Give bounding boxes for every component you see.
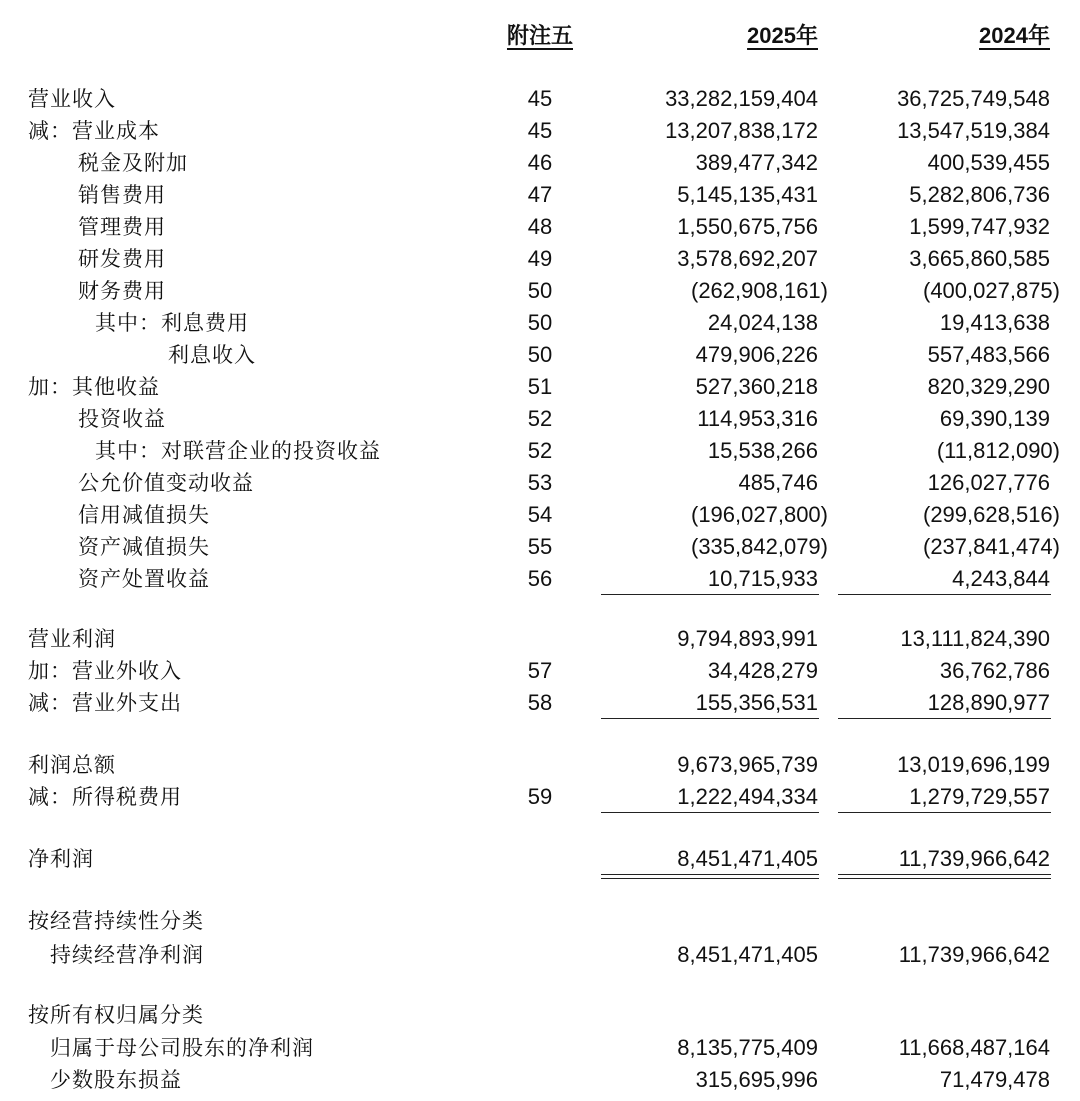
amount-2024: 11,739,966,642 — [898, 942, 1050, 967]
year-2024-header: 2024年 — [979, 23, 1050, 48]
amount-2025: 8,451,471,405 — [677, 846, 818, 871]
line-item-label: 资产减值损失 — [78, 535, 210, 559]
line-item-label: 按所有权归属分类 — [28, 1003, 204, 1027]
amount-2025: 389,477,342 — [695, 150, 818, 175]
amount-2024: 11,739,966,642 — [898, 846, 1050, 871]
statement-row — [0, 1000, 1080, 1030]
statement-row — [0, 782, 1080, 812]
statement-row — [0, 340, 1080, 370]
line-item-label: 利润总额 — [28, 753, 116, 777]
total-double-rule — [838, 874, 1051, 879]
note-reference: 48 — [527, 214, 553, 239]
amount-2024: 13,019,696,199 — [897, 752, 1050, 777]
line-item-label: 营业收入 — [28, 87, 116, 111]
subtotal-rule — [601, 594, 819, 595]
line-item-label: 减：营业成本 — [28, 119, 160, 143]
line-item-label: 加：营业外收入 — [28, 659, 182, 683]
note-reference: 52 — [527, 438, 553, 463]
amount-2024: 5,282,806,736 — [909, 182, 1050, 207]
amount-2024: 13,547,519,384 — [897, 118, 1050, 143]
line-item-label: 税金及附加 — [78, 151, 188, 175]
note-column-header: 附注五 — [506, 23, 573, 48]
line-item-label: 管理费用 — [78, 215, 166, 239]
amount-2025: 485,746 — [738, 470, 818, 495]
amount-2024: 11,668,487,164 — [898, 1035, 1050, 1060]
note-reference: 56 — [527, 566, 553, 591]
amount-2024: 1,599,747,932 — [909, 214, 1050, 239]
statement-row — [0, 532, 1080, 562]
amount-2024: 126,027,776 — [927, 470, 1050, 495]
statement-row — [0, 624, 1080, 654]
statement-row — [0, 844, 1080, 874]
statement-row — [0, 906, 1080, 936]
amount-2025: 9,673,965,739 — [677, 752, 818, 777]
statement-row — [0, 244, 1080, 274]
subtotal-rule — [838, 718, 1051, 719]
line-item-label: 研发费用 — [78, 247, 166, 271]
amount-2025: 1,550,675,756 — [677, 214, 818, 239]
note-reference: 55 — [527, 534, 553, 559]
statement-row — [0, 1065, 1080, 1095]
note-reference: 45 — [527, 118, 553, 143]
amount-2024: 128,890,977 — [927, 690, 1050, 715]
statement-row — [0, 656, 1080, 686]
subtotal-rule — [838, 812, 1051, 813]
note-reference: 45 — [527, 86, 553, 111]
line-item-label: 公允价值变动收益 — [78, 471, 254, 495]
statement-row — [0, 468, 1080, 498]
note-reference: 46 — [527, 150, 553, 175]
line-item-label: 营业利润 — [28, 627, 116, 651]
amount-2025: 33,282,159,404 — [665, 86, 818, 111]
amount-2025: (262,908,161) — [691, 278, 828, 303]
amount-2025: 15,538,266 — [707, 438, 818, 463]
note-reference: 50 — [527, 342, 553, 367]
statement-row — [0, 564, 1080, 594]
statement-row — [0, 688, 1080, 718]
amount-2025: 13,207,838,172 — [665, 118, 818, 143]
statement-row — [0, 180, 1080, 210]
statement-row — [0, 308, 1080, 338]
statement-row — [0, 750, 1080, 780]
line-item-label: 其中：利息费用 — [95, 311, 249, 335]
note-reference: 57 — [527, 658, 553, 683]
statement-row — [0, 404, 1080, 434]
amount-2025: 9,794,893,991 — [677, 626, 818, 651]
note-reference: 51 — [527, 374, 553, 399]
line-item-label: 投资收益 — [78, 407, 166, 431]
amount-2025: 8,451,471,405 — [677, 942, 818, 967]
line-item-label: 信用减值损失 — [78, 503, 210, 527]
amount-2024: (299,628,516) — [923, 502, 1060, 527]
subtotal-rule — [601, 718, 819, 719]
amount-2024: 36,762,786 — [939, 658, 1050, 683]
amount-2024: 71,479,478 — [939, 1067, 1050, 1092]
amount-2025: 527,360,218 — [695, 374, 818, 399]
line-item-label: 净利润 — [28, 847, 94, 871]
amount-2025: 155,356,531 — [695, 690, 818, 715]
note-reference: 49 — [527, 246, 553, 271]
amount-2024: 400,539,455 — [927, 150, 1050, 175]
line-item-label: 其中：对联营企业的投资收益 — [95, 439, 381, 463]
amount-2024: 69,390,139 — [939, 406, 1050, 431]
amount-2025: 34,428,279 — [707, 658, 818, 683]
amount-2025: 10,715,933 — [707, 566, 818, 591]
amount-2025: 315,695,996 — [695, 1067, 818, 1092]
statement-row — [0, 276, 1080, 306]
subtotal-rule — [601, 812, 819, 813]
line-item-label: 按经营持续性分类 — [28, 909, 204, 933]
year-2025-header: 2025年 — [747, 23, 818, 48]
statement-row — [0, 212, 1080, 242]
line-item-label: 加：其他收益 — [28, 375, 160, 399]
statement-row — [0, 148, 1080, 178]
note-reference: 53 — [527, 470, 553, 495]
statement-row — [0, 84, 1080, 114]
line-item-label: 减：营业外支出 — [28, 691, 182, 715]
line-item-label: 归属于母公司股东的净利润 — [50, 1036, 314, 1060]
amount-2024: 19,413,638 — [939, 310, 1050, 335]
total-double-rule — [601, 874, 819, 879]
amount-2024: 1,279,729,557 — [909, 784, 1050, 809]
subtotal-rule — [838, 594, 1051, 595]
amount-2025: (335,842,079) — [691, 534, 828, 559]
note-reference: 52 — [527, 406, 553, 431]
note-reference: 50 — [527, 310, 553, 335]
note-reference: 54 — [527, 502, 553, 527]
amount-2025: 3,578,692,207 — [677, 246, 818, 271]
amount-2024: 3,665,860,585 — [909, 246, 1050, 271]
line-item-label: 持续经营净利润 — [50, 943, 204, 967]
line-item-label: 利息收入 — [168, 343, 256, 367]
amount-2024: (237,841,474) — [923, 534, 1060, 559]
line-item-label: 少数股东损益 — [50, 1068, 182, 1092]
amount-2025: 5,145,135,431 — [677, 182, 818, 207]
statement-row — [0, 372, 1080, 402]
note-reference: 58 — [527, 690, 553, 715]
amount-2025: 114,953,316 — [697, 406, 818, 431]
amount-2024: (400,027,875) — [923, 278, 1060, 303]
amount-2024: 557,483,566 — [927, 342, 1050, 367]
amount-2024: (11,812,090) — [936, 438, 1060, 463]
statement-row — [0, 1033, 1080, 1063]
amount-2024: 820,329,290 — [927, 374, 1050, 399]
line-item-label: 销售费用 — [78, 183, 166, 207]
statement-row — [0, 940, 1080, 970]
line-item-label: 财务费用 — [78, 279, 166, 303]
amount-2024: 36,725,749,548 — [897, 86, 1050, 111]
statement-row — [0, 436, 1080, 466]
amount-2025: (196,027,800) — [691, 502, 828, 527]
statement-row — [0, 116, 1080, 146]
statement-row — [0, 500, 1080, 530]
line-item-label: 资产处置收益 — [78, 567, 210, 591]
amount-2024: 13,111,824,390 — [900, 626, 1050, 651]
amount-2025: 479,906,226 — [695, 342, 818, 367]
note-reference: 47 — [527, 182, 553, 207]
line-item-label: 减：所得税费用 — [28, 785, 182, 809]
note-reference: 59 — [527, 784, 553, 809]
amount-2024: 4,243,844 — [952, 566, 1050, 591]
amount-2025: 24,024,138 — [707, 310, 818, 335]
note-reference: 50 — [527, 278, 553, 303]
amount-2025: 1,222,494,334 — [677, 784, 818, 809]
amount-2025: 8,135,775,409 — [677, 1035, 818, 1060]
